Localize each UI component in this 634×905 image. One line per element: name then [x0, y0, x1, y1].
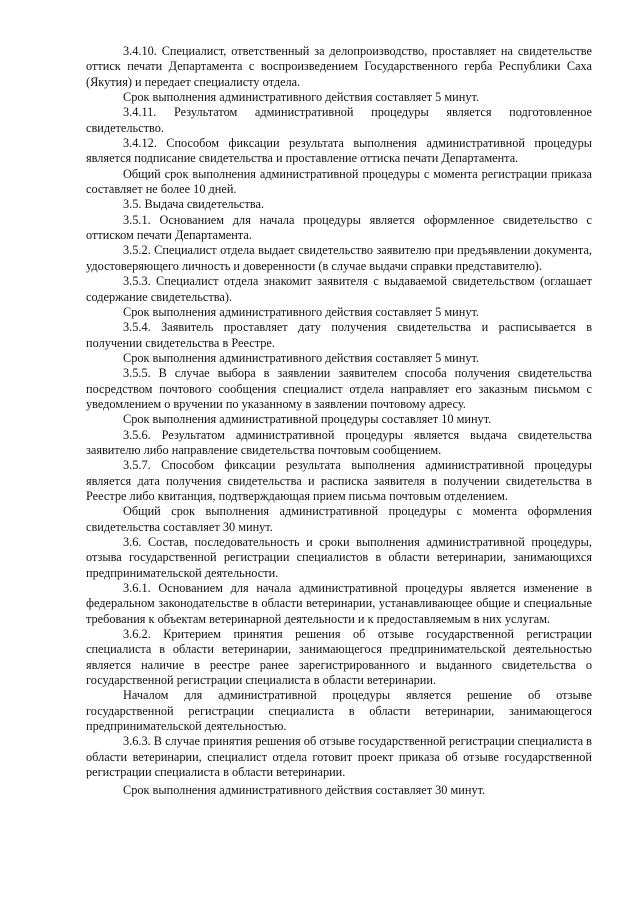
paragraph-procedure-start: Началом для административной процедуры является решение об отзыве государственной регистрации специалиста в области ветеринарии, занимающегося предпринимательской деятельностью.	[86, 688, 592, 734]
paragraph-action-term: Срок выполнения административного действия составляет 30 минут.	[123, 782, 486, 797]
paragraph-action-term: Срок выполнения административного действия составляет 5 минут.	[123, 350, 479, 365]
paragraph-action-term: Срок выполнения административного действия составляет 5 минут.	[123, 90, 479, 105]
paragraph-3-5-6: 3.5.6. Результатом административной процедуры является выдача свидетельства заявителю либо направление свидетельства почтовым сообщением.	[86, 427, 592, 457]
paragraph-3-4-11: 3.4.11. Результатом административной процедуры является подготовленное свидетельство.	[86, 105, 592, 135]
paragraph-3-5-7: 3.5.7. Способом фиксации результата выполнения административной процедуры является дата получения свидетельства и расписка заявителя в получении свидетельства в Реестре либо квитанция, подтверждающая прием письма почтовым отделением.	[86, 458, 592, 503]
paragraph-3-5-5: 3.5.5. В случае выбора в заявлении заявителем способа получения свидетельства посредством почтового сообщения специалист отдела направляет его заказным письмом с уведомлением о вручении по указанному в заявлении почтовому адресу.	[86, 366, 592, 411]
paragraph-3-5-1: 3.5.1. Основанием для начала процедуры является оформленное свидетельство с оттиском печати Департамента.	[86, 212, 592, 243]
paragraph-3-6-2: 3.6.2. Критерием принятия решения об отзыве государственной регистрации специалиста в области ветеринарии, занимающегося предпринимательской деятельностью является наличие в реестре ранее зарегистрированного и выданного свидетельства о государственной регистрации специалиста в области ветеринарии.	[86, 627, 592, 688]
paragraph-3-5-2: 3.5.2. Специалист отдела выдает свидетельство заявителю при предъявлении документа, удостоверяющего личность и доверенности (в случае выдачи справки представителю).	[86, 243, 592, 273]
paragraph-total-term: Общий срок выполнения административной процедуры с момента оформления свидетельства составляет 30 минут.	[86, 504, 592, 534]
document-page	[86, 44, 592, 798]
paragraph-procedure-term: Срок выполнения административной процедуры составляет 10 минут.	[123, 412, 492, 427]
paragraph-3-6-1: 3.6.1. Основанием для начала административной процедуры является изменение в федеральном законодательстве в области ветеринарии, устанавливающее общие и специальные требования к объектам ветеринарной деятельности и к предоставляемым в них услугам.	[86, 581, 592, 626]
section-heading-3-6: 3.6. Состав, последовательность и сроки выполнения административной процедуры, отзыва государственной регистрации специалистов в области ветеринарии, занимающихся предпринимательской деятельности.	[86, 535, 592, 580]
paragraph-3-5-3: 3.5.3. Специалист отдела знакомит заявителя с выдаваемой свидетельством (оглашает содержание свидетельства).	[86, 274, 592, 304]
paragraph-3-4-10: 3.4.10. Специалист, ответственный за делопроизводство, проставляет на свидетельстве оттиск печати Департамента с воспроизведением Государственного герба Республики Саха (Якутия) и передает специалисту отдела.	[86, 44, 592, 89]
paragraph-3-5-4: 3.5.4. Заявитель проставляет дату получения свидетельства и расписывается в получении свидетельства в Реестре.	[86, 320, 592, 350]
section-heading-3-5: 3.5. Выдача свидетельства.	[123, 197, 265, 212]
paragraph-action-term: Срок выполнения административного действия составляет 5 минут.	[123, 304, 479, 319]
paragraph-3-4-12: 3.4.12. Способом фиксации результата выполнения административной процедуры является подписание свидетельства и проставление оттиска печати Департамента.	[86, 136, 592, 166]
paragraph-total-term: Общий срок выполнения административной процедуры с момента регистрации приказа составляет не более 10 дней.	[86, 166, 592, 197]
paragraph-3-6-3: 3.6.3. В случае принятия решения об отзыве государственной регистрации специалиста в области ветеринарии, специалист отдела готовит проект приказа об отзыве государственной регистрации специалиста в области ветеринарии.	[86, 734, 592, 780]
